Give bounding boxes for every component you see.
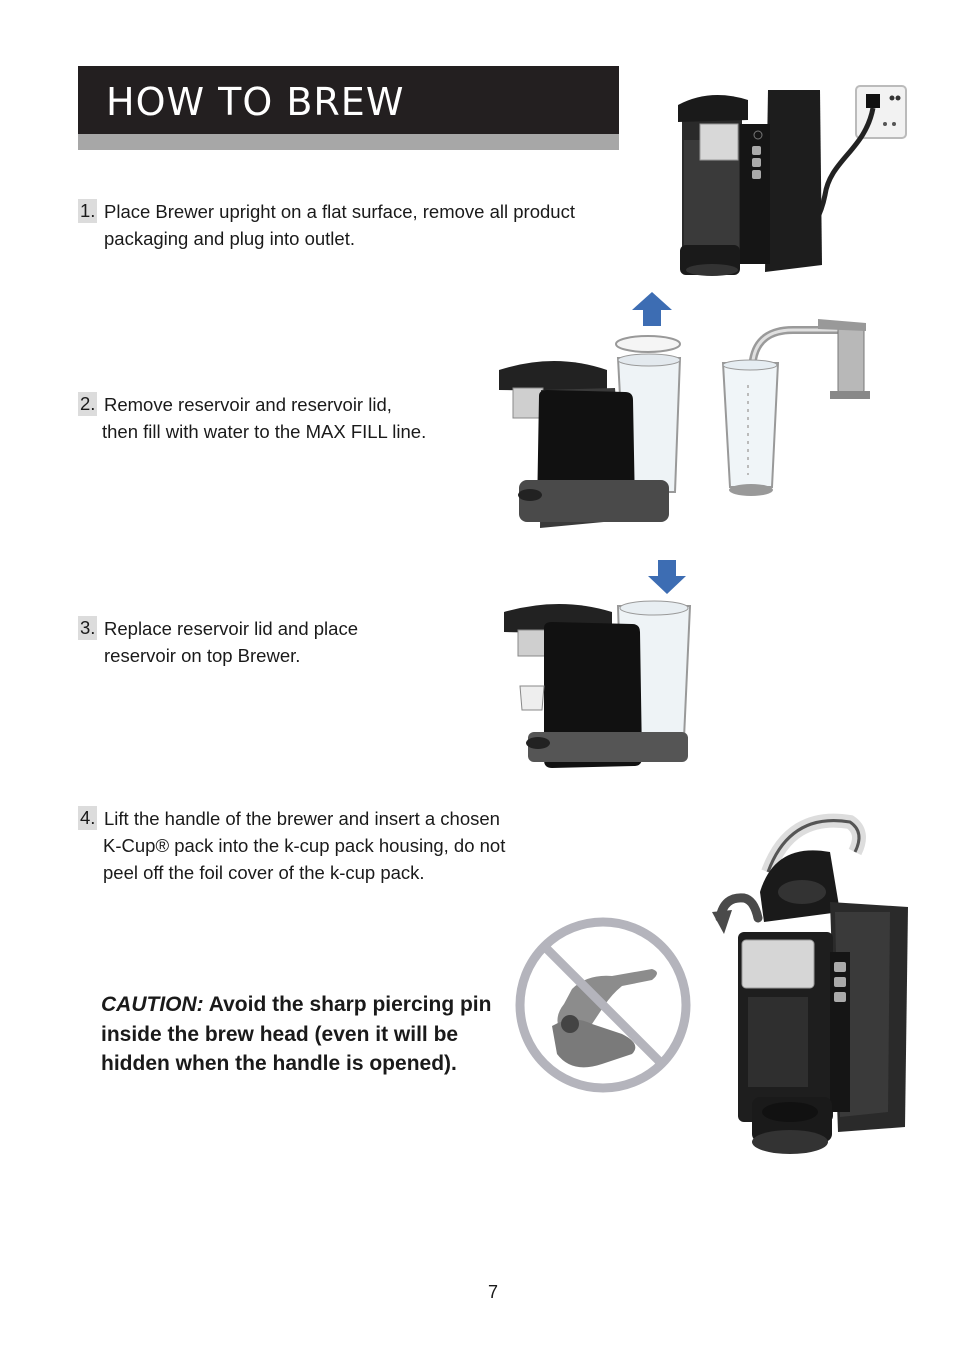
brewer-plugged-illustration	[670, 80, 915, 285]
step-text-line: peel off the foil cover of the k-cup pack.	[103, 862, 425, 883]
step-1	[78, 198, 638, 258]
step-text-line: packaging and plug into outlet.	[104, 228, 355, 249]
reservoir-installed-illustration	[500, 598, 695, 770]
caution-label: CAUTION:	[101, 993, 204, 1016]
step-text-line: Lift the handle of the brewer and insert a chosen	[104, 808, 500, 829]
prohibition-icon	[512, 914, 695, 1097]
title-bar	[78, 66, 619, 134]
caution-text-line: inside the brew head (even it will be	[101, 1022, 459, 1046]
step-text-line: Replace reservoir lid and place	[104, 618, 358, 639]
step-4	[78, 805, 578, 895]
step-2	[78, 391, 498, 451]
step-text-line: then fill with water to the MAX FILL line.	[102, 421, 427, 442]
step-number: 4.	[80, 807, 96, 828]
step-3	[78, 615, 478, 675]
step-text-line: reservoir on top Brewer.	[104, 645, 301, 666]
arrow-up-icon	[632, 292, 672, 326]
reservoir-removed-illustration	[495, 330, 690, 535]
step-text-line: K-Cup® pack into the k-cup pack housing, do not	[103, 835, 506, 856]
step-number: 3.	[80, 617, 96, 638]
step-number: 1.	[80, 200, 96, 221]
faucet-fill-illustration	[718, 315, 873, 500]
page-title: HOW TO BREW	[106, 80, 405, 124]
step-number: 2.	[80, 393, 96, 414]
caution-text-line: hidden when the handle is opened).	[101, 1052, 457, 1075]
arrow-down-icon	[648, 560, 686, 594]
brewer-handle-open-illustration	[730, 812, 915, 1162]
step-text-line: Remove reservoir and reservoir lid,	[104, 394, 392, 415]
step-text-line: Place Brewer upright on a flat surface, remove all product	[104, 201, 575, 222]
page-number: 7	[488, 1282, 499, 1302]
caution-text-line: Avoid the sharp piercing pin	[208, 993, 492, 1016]
title-underbar	[78, 134, 619, 150]
caution-note	[101, 990, 491, 1079]
